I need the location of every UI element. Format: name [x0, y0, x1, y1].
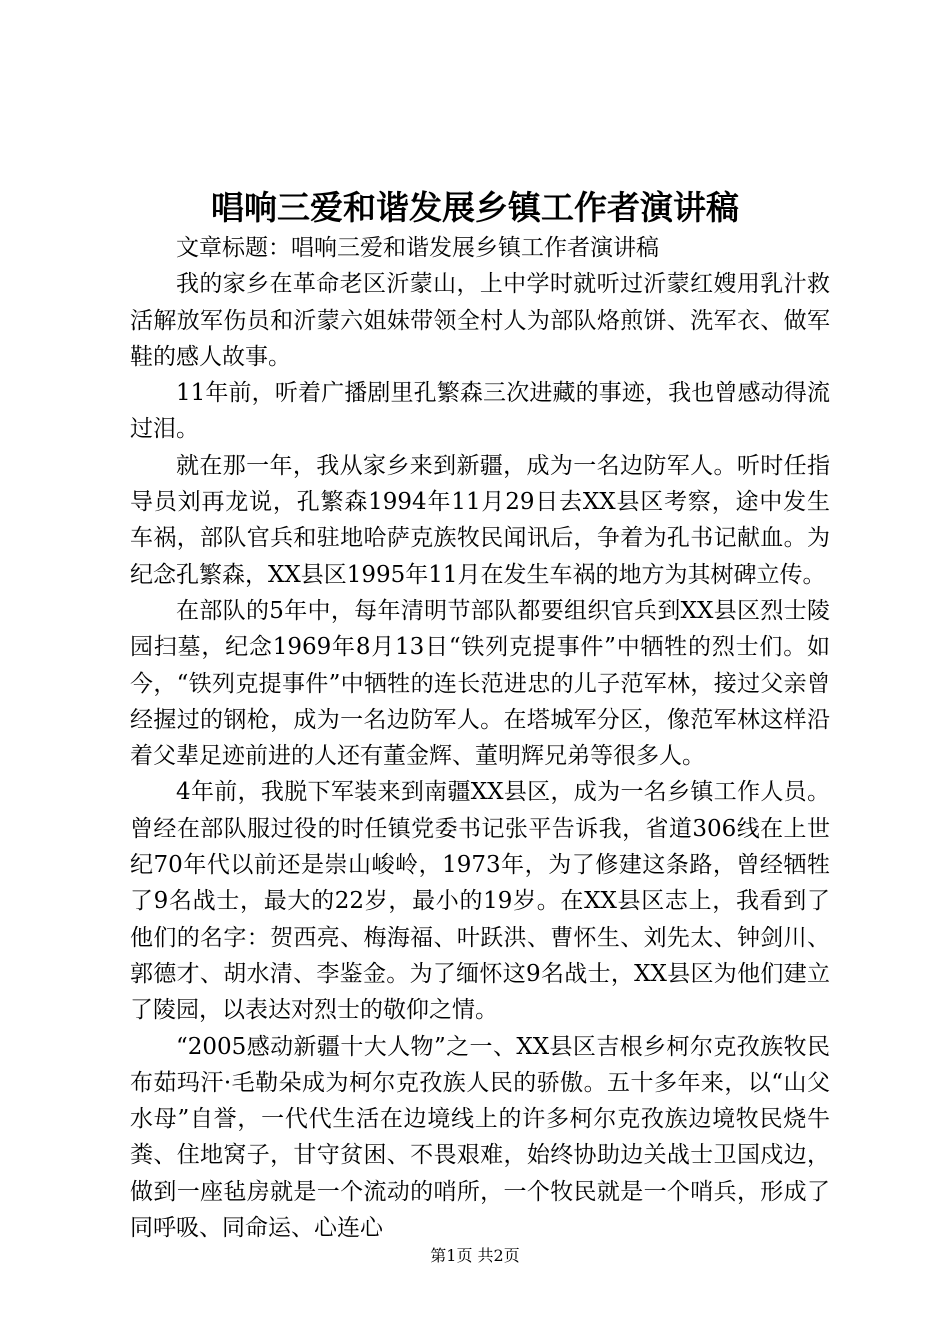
- paragraph: 我的家乡在革命老区沂蒙山，上中学时就听过沂蒙红嫂用乳汁救活解放军伤员和沂蒙六姐妹带领全村人为部队烙煎饼、洗军衣、做军鞋的感人故事。: [130, 271, 830, 370]
- paragraph: 就在那一年，我从家乡来到新疆，成为一名边防军人。听时任指导员刘再龙说，孔繁森1994年11月29日去XX县区考察，途中发生车祸，部队官兵和驻地哈萨克族牧民闻讯后，争着为孔书记献血。为纪念孔繁森，XX县区1995年11月在发生车祸的地方为其树碑立传。: [130, 452, 830, 588]
- paragraph: 在部队的5年中，每年清明节部队都要组织官兵到XX县区烈士陵园扫墓，纪念1969年8月13日“铁列克提事件”中牺牲的烈士们。如今，“铁列克提事件”中牺牲的连长范进忠的儿子范军林，接过父亲曾经握过的钢枪，成为一名边防军人。在塔城军分区，像范军林这样沿着父辈足迹前进的人还有董金辉、董明辉兄弟等很多人。: [130, 597, 830, 770]
- document-body: [130, 230, 830, 1246]
- document-title: 唱响三爱和谐发展乡镇工作者演讲稿: [211, 188, 739, 227]
- paragraph: 4年前，我脱下军装来到南疆XX县区，成为一名乡镇工作人员。曾经在部队服过役的时任镇党委书记张平告诉我，省道306线在上世纪70年代以前还是崇山峻岭，1973年，为了修建这条路，曾经牺牲了9名战士，最大的22岁，最小的19岁。在XX县区志上，我看到了他们的名字：贺西亮、梅海福、叶跃洪、曹怀生、刘先太、钟剑川、郭德才、胡水清、李鉴金。为了缅怀这9名战士，XX县区为他们建立了陵园，以表达对烈士的敬仰之情。: [130, 779, 830, 1024]
- paragraph: 11年前，听着广播剧里孔繁森三次进藏的事迹，我也曾感动得流过泪。: [130, 380, 830, 443]
- page-footer: 第1页 共2页: [430, 1246, 520, 1265]
- paragraph-article-title: 文章标题：唱响三爱和谐发展乡镇工作者演讲稿: [176, 235, 659, 261]
- paragraph: “2005感动新疆十大人物”之一、XX县区吉根乡柯尔克孜族牧民布茹玛汗·毛勒朵成为柯尔克孜族人民的骄傲。五十多年来，以“山父水母”自誉，一代代生活在边境线上的许多柯尔克孜族边境牧民烧牛粪、住地窝子，甘守贫困、不畏艰难，始终协助边关战士卫国戍边，做到一座毡房就是一个流动的哨所，一个牧民就是一个哨兵，形成了同呼吸、同命运、心连心: [130, 1033, 830, 1242]
